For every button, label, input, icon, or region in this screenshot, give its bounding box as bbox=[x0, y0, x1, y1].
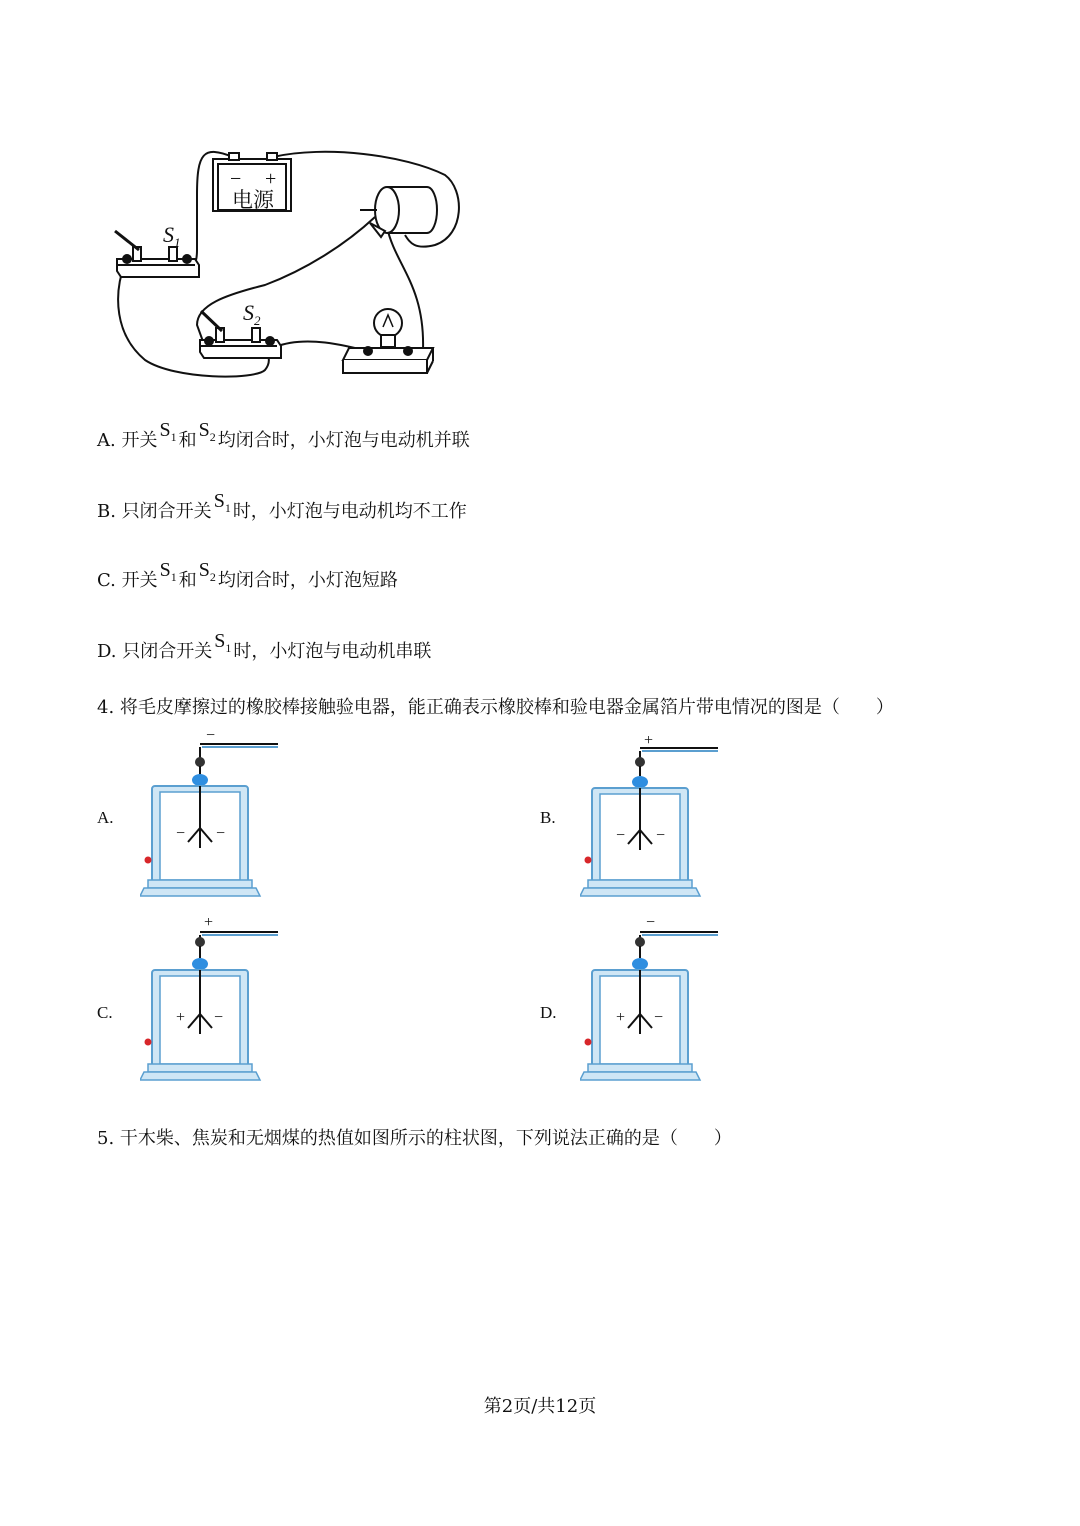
q5-stem: 5. 干木柴、焦炭和无烟煤的热值如图所示的柱状图，下列说法正确的是（ ） bbox=[97, 1128, 732, 1149]
page-footer: 第2页/共12页 bbox=[483, 1396, 597, 1417]
right-leaf-c: − bbox=[214, 1009, 224, 1026]
circuit-diagram bbox=[105, 135, 475, 390]
rod-sign-a: − bbox=[206, 730, 216, 744]
rod-sign-c: + bbox=[204, 914, 214, 931]
s1-label: $S_1$ bbox=[163, 222, 181, 250]
q4-option-b-letter: B. bbox=[540, 808, 556, 827]
rod-sign-b: + bbox=[644, 732, 654, 749]
rod-sign-d: − bbox=[646, 914, 656, 931]
battery-plus: + bbox=[265, 168, 277, 190]
q3-option-c: C. 开关 $S_1$ 和 $S_2$ 均闭合时，小灯泡短路 bbox=[97, 559, 398, 591]
switch-s2 bbox=[200, 311, 281, 358]
right-leaf-a: − bbox=[216, 825, 226, 842]
electroscope-c bbox=[140, 914, 290, 1084]
q3-option-b: B. 只闭合开关 $S_1$ 时，小灯泡与电动机均不工作 bbox=[97, 490, 467, 522]
electroscope-d bbox=[580, 914, 730, 1084]
q4-option-a-letter: A. bbox=[97, 808, 114, 827]
battery-label: 电源 bbox=[232, 188, 274, 212]
battery-minus: − bbox=[230, 168, 242, 190]
electroscope-b bbox=[580, 730, 730, 900]
switch-s1 bbox=[115, 231, 199, 277]
right-leaf-d: − bbox=[654, 1009, 664, 1026]
q4-option-c-letter: C. bbox=[97, 1003, 113, 1022]
left-leaf-b: − bbox=[616, 827, 626, 844]
s2-label: $S_2$ bbox=[243, 300, 261, 328]
left-leaf-c: + bbox=[176, 1009, 186, 1026]
right-leaf-b: − bbox=[656, 827, 666, 844]
motor bbox=[360, 187, 437, 237]
q4-option-d-letter: D. bbox=[540, 1003, 557, 1022]
q4-stem: 4. 将毛皮摩擦过的橡胶棒接触验电器，能正确表示橡胶棒和验电器金属箔片带电情况的图是（ ） bbox=[97, 697, 894, 718]
q3-option-a: A. 开关 $S_1$ 和 $S_2$ 均闭合时，小灯泡与电动机并联 bbox=[97, 419, 470, 451]
q3-option-d: D. 只闭合开关 $S_1$ 时，小灯泡与电动机串联 bbox=[97, 630, 432, 662]
electroscope-a bbox=[140, 730, 290, 900]
lamp bbox=[343, 309, 433, 373]
left-leaf-a: − bbox=[176, 825, 186, 842]
left-leaf-d: + bbox=[616, 1009, 626, 1026]
